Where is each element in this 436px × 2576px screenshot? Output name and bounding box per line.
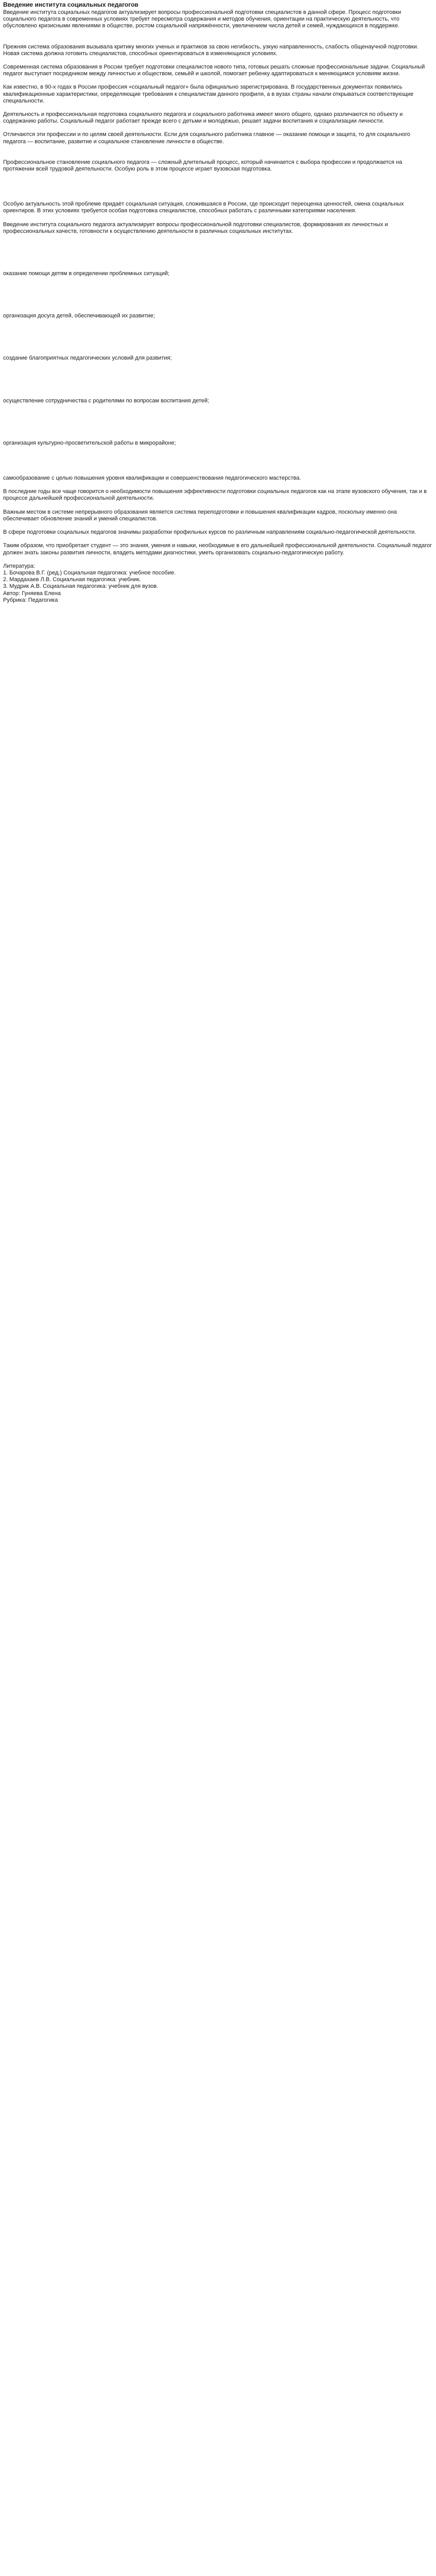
- reference-item: 3. Мудрик А.В. Социальная педагогика: учебник для вузов.: [3, 583, 159, 590]
- rubric-line: Рубрика: Педагогика: [3, 597, 58, 603]
- article: [3, 1, 433, 604]
- article-title: Введение института социальных педагогов: [3, 1, 138, 8]
- reference-item: 1. Бочарова В.Г. (ред.) Социальная педагогика: учебное пособие.: [3, 569, 176, 576]
- list-item: организация досуга детей, обеспечивающей их развитие;: [3, 313, 155, 319]
- paragraph: В последние годы все чаще говорится о необходимости повышения эффективности подготовки социальных педагогов как на этапе вузовского обучения, так и в процессе дальнейшей профессиональной деятельности.: [3, 488, 427, 502]
- reference-item: 2. Мардахаев Л.В. Социальная педагогика: учебник.: [3, 577, 141, 583]
- paragraph: Введение института социальных педагогов актуализирует вопросы профессиональной подготовки специалистов в данной сфере. Процесс подготовки социального педагога в современных условиях требует пересмотра содержания и методов обучения, ориентации на практическую деятельность, что обусловлено кризисными явлениями в обществе, ростом социальной напряжённости, увеличением числа детей и семей, нуждающихся в поддержке.: [3, 9, 402, 29]
- author-line: Автор: Гуняева Елена: [3, 590, 61, 597]
- paragraph: Отличаются эти профессии и по целям своей деятельности. Если для социального работника главное — оказание помощи и защита, то для социального педагога — воспитание, развитие и социальное становление личности в обществе.: [3, 131, 410, 145]
- references-heading: Литература:: [3, 563, 36, 569]
- list-item: организация культурно-просветительской работы в микрорайоне;: [3, 439, 176, 446]
- paragraph: Как известно, в 90-х годах в России профессия «социальный педагог» была официально зарегистрирована. В государственных документах появились квалификационные характеристики, определяющие требования к специалистам данного профиля, а в вузах страны начали открываться соответствующие специальности.: [3, 84, 414, 104]
- list-item: оказание помощи детям в определении проблемных ситуаций;: [3, 270, 170, 277]
- paragraph: В сфере подготовки социальных педагогов значимы разработки профильных курсов по различным направлениям социально-педагогической деятельности.: [3, 529, 416, 536]
- paragraph: Современная система образования в России требует подготовки специалистов нового типа, готовых решать сложные профессиональные задачи. Социальный педагог выступает посредником между личностью и обществом, семьёй и школой, помогает ребенку адаптироваться к меняющимся условиям жизни.: [3, 64, 425, 77]
- paragraph: Таким образом, что приобретает студент — это знания, умения и навыки, необходимые в его дальнейшей профессиональной деятельности. Социальный педагог должен знать законы развития личности, владеть методами диагностики, уметь организовать социально-педагогическую работу.: [3, 543, 432, 556]
- paragraph: Профессиональное становление социального педагога — сложный длительный процесс, который начинается с выбора профессии и продолжается на протяжении всей трудовой деятельности. Особую роль в этом процессе играет вузовская подготовка.: [3, 159, 403, 173]
- paragraph: самообразование с целью повышения уровня квалификации и совершенствования педагогического мастерства.: [3, 475, 301, 482]
- paragraph: Важным местом в системе непрерывного образования является система переподготовки и повышения квалификации кадров, поскольку именно она обеспечивает обновление знаний и умений специалистов.: [3, 509, 397, 522]
- paragraph: Особую актуальность этой проблеме придаёт социальная ситуация, сложившаяся в России, где происходит переоценка ценностей, смена социальных ориентиров. В этих условиях требуется особая подготовка специалистов, способных работать с различными категориями населения.: [3, 201, 404, 214]
- paragraph: Прежняя система образования вызывала критику многих ученых и практиков за свою негибкость, узкую направленность, слабость общенаучной подготовки. Новая система должна готовить специалистов, способных ориентироваться в изменяющихся условиях.: [3, 43, 418, 57]
- list-item: осуществление сотрудничества с родителями по вопросам воспитания детей;: [3, 397, 210, 404]
- list-item: создание благоприятных педагогических условий для развития;: [3, 355, 172, 362]
- paragraph: Деятельность и профессиональная подготовка социального педагога и социального работника имеют много общего, однако различаются по объекту и содержанию работы. Социальный педагог работает прежде всего с детьми и молодёжью, решает задачи воспитания и социализации личности.: [3, 111, 403, 125]
- paragraph: Введение института социального педагога актуализирует вопросы профессиональной подготовки специалистов, формирования их личностных и профессиональных качеств, готовности к осуществлению деятельности в различных социальных институтах.: [3, 221, 388, 234]
